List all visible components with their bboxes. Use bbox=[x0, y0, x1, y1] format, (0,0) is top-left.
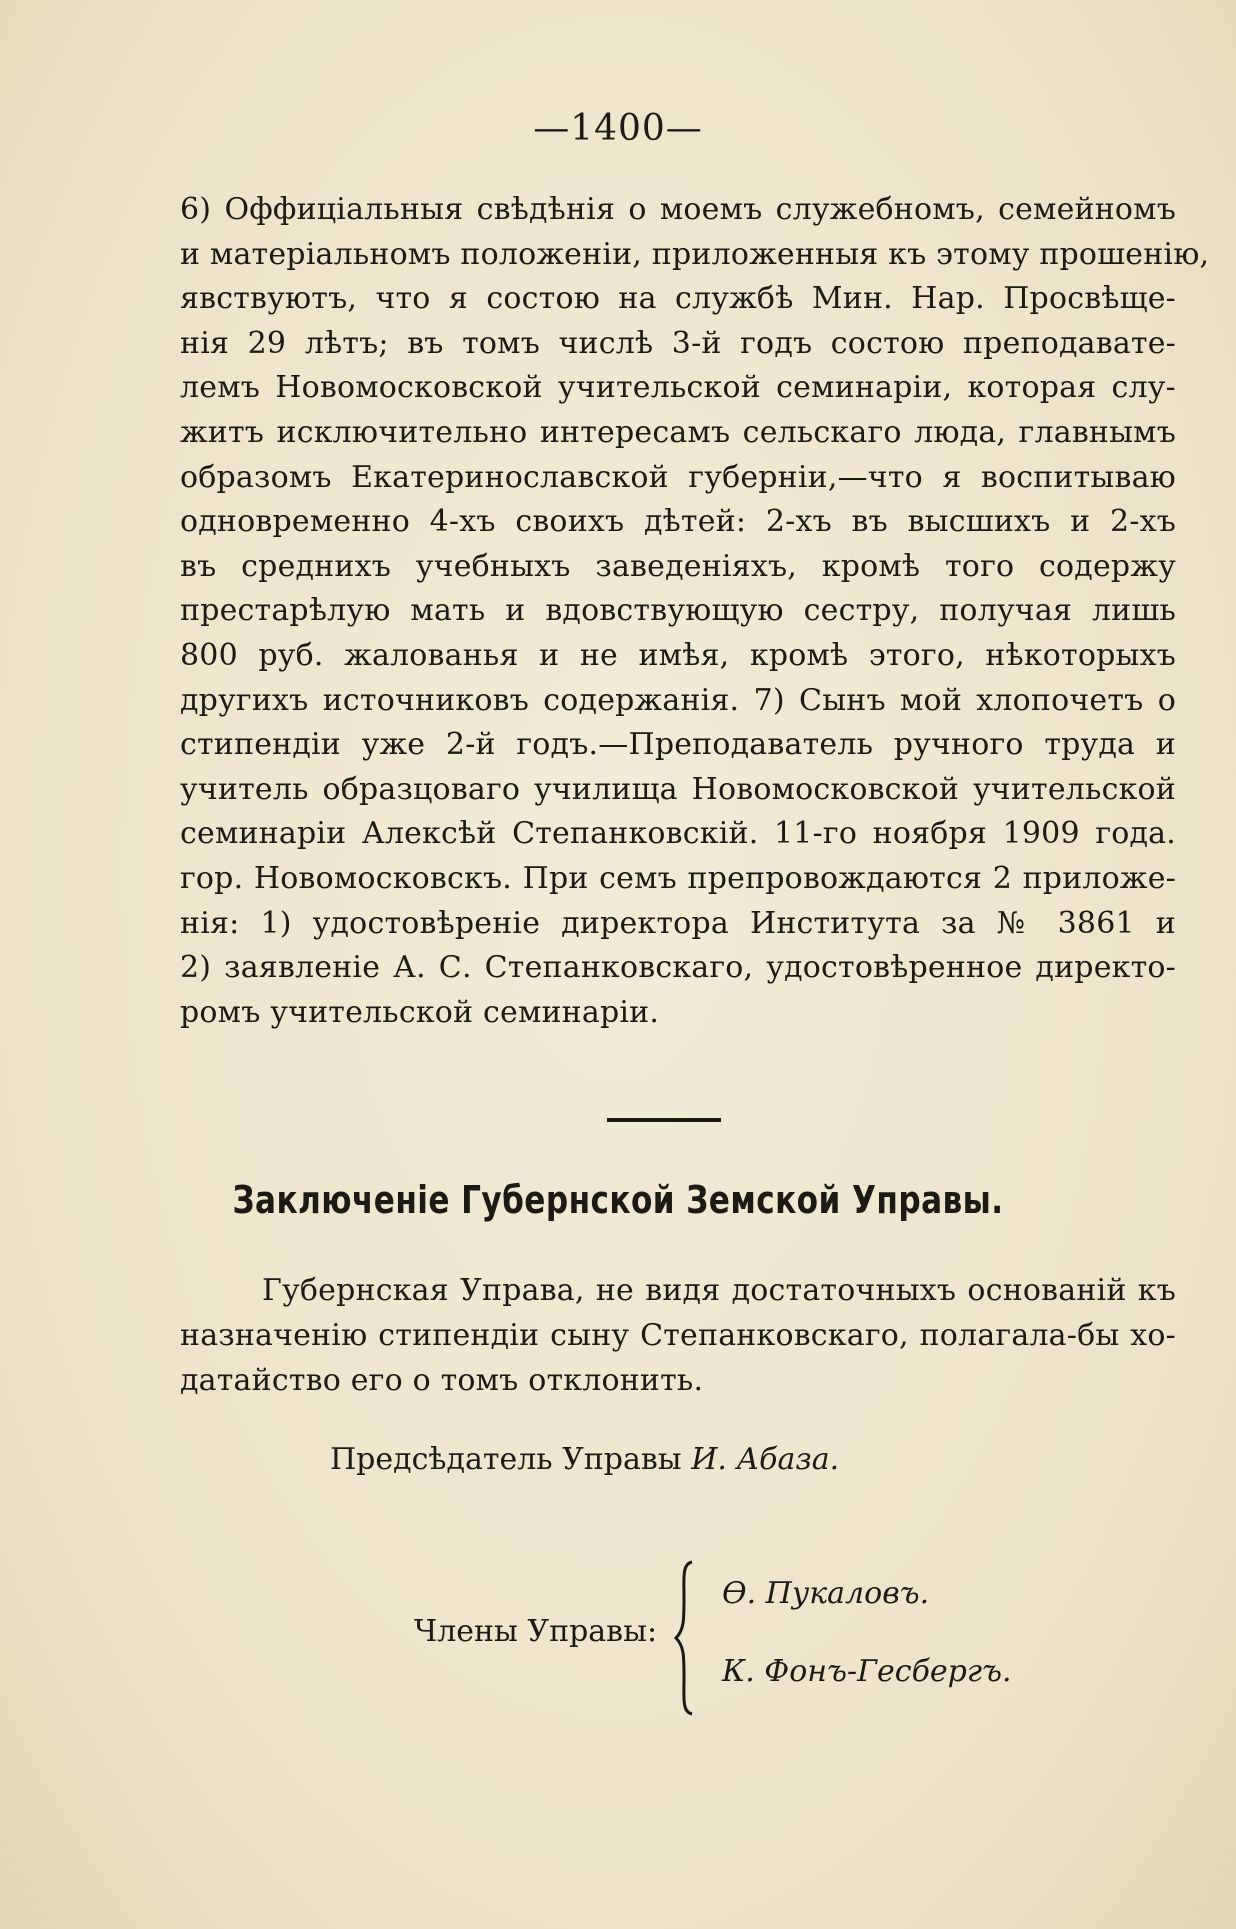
text-line: нія: 1) удостовѣреніе директора Института за № 3861 и bbox=[180, 905, 1176, 941]
chairman-signature-line bbox=[330, 1442, 839, 1477]
text-line: 2) заявленіе А. С. Степанковскаго, удостовѣренное директо- bbox=[180, 950, 1176, 986]
text-line: Губернская Управа, не видя достаточныхъ основаній къ bbox=[262, 1273, 1176, 1308]
text-line: семинаріи Алексѣй Степанковскій. 11-го ноября 1909 года. bbox=[180, 816, 1176, 852]
members-label: Члены Управы: bbox=[414, 1614, 658, 1649]
text-line: и матеріальномъ положеніи, приложенныя къ этому прошенію, bbox=[180, 236, 1210, 272]
text-line: 800 руб. жалованья и не имѣя, кромѣ этого, нѣкоторыхъ bbox=[180, 637, 1176, 673]
text-line: образомъ Екатеринославской губерніи,—что я воспитываю bbox=[180, 459, 1176, 495]
section-divider bbox=[607, 1118, 721, 1122]
member-name: Ѳ. Пукаловъ. bbox=[722, 1576, 930, 1611]
text-line: одновременно 4-хъ своихъ дѣтей: 2-хъ въ высшихъ и 2-хъ bbox=[180, 504, 1176, 540]
text-line: лемъ Новомосковской учительской семинаріи, которая слу- bbox=[180, 370, 1176, 406]
section-heading: Заключеніе Губернской Земской Управы. bbox=[232, 1178, 1004, 1222]
text-line: назначенію стипендіи сыну Степанковскаго, полагала-бы хо- bbox=[180, 1318, 1176, 1353]
text-line: нія 29 лѣтъ; въ томъ числѣ 3-й годъ состою преподавате- bbox=[180, 325, 1176, 361]
text-line: житъ исключительно интересамъ сельскаго люда, главнымъ bbox=[180, 414, 1176, 450]
page-number: —1400— bbox=[533, 108, 703, 149]
text-line: престарѣлую мать и вдовствующую сестру, получая лишь bbox=[180, 593, 1176, 629]
text-line: ромъ учительской семинаріи. bbox=[180, 994, 660, 1030]
text-line: въ среднихъ учебныхъ заведеніяхъ, кромѣ того содержу bbox=[180, 548, 1176, 584]
chairman-label: Предсѣдатель Управы bbox=[330, 1442, 682, 1477]
text-line: гор. Новомосковскъ. При семъ препровождаются 2 приложе- bbox=[180, 860, 1176, 896]
member-name: К. Фонъ-Гесбергъ. bbox=[722, 1654, 1012, 1689]
body-paragraph bbox=[180, 188, 1210, 1035]
conclusion-paragraph bbox=[180, 1268, 1176, 1403]
text-line: датайство его о томъ отклонить. bbox=[180, 1363, 704, 1398]
text-line: 6) Оффиціальныя свѣдѣнія о моемъ служебномъ, семейномъ bbox=[180, 192, 1176, 227]
chairman-name: И. Абаза. bbox=[691, 1442, 840, 1477]
text-line: стипендіи уже 2-й годъ.—Преподаватель ручного труда и bbox=[180, 727, 1176, 763]
curly-brace-icon bbox=[670, 1558, 700, 1718]
text-line: учитель образцоваго училища Новомосковской учительской bbox=[180, 771, 1176, 807]
text-line: другихъ источниковъ содержанія. 7) Сынъ мой хлопочетъ о bbox=[180, 682, 1176, 718]
text-line: явствуютъ, что я состою на службѣ Мин. Нар. Просвѣще- bbox=[180, 281, 1176, 317]
